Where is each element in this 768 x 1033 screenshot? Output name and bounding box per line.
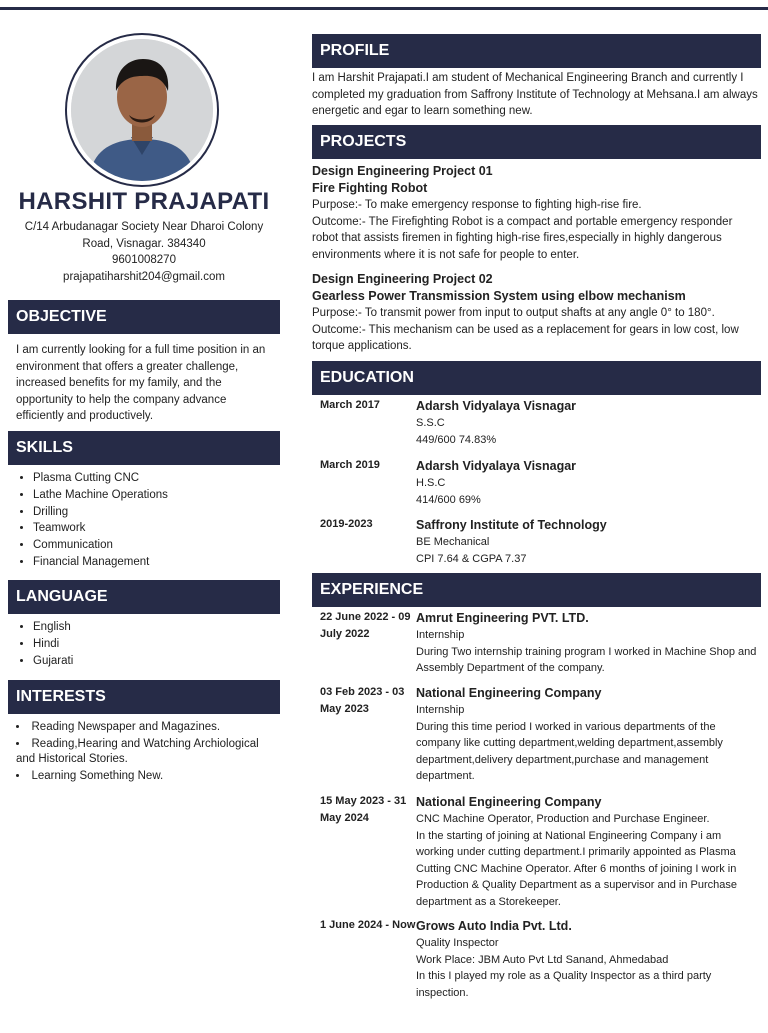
project-heading: Design Engineering Project 01 — [312, 164, 493, 178]
interests-list — [8, 720, 280, 784]
experience-date: 15 May 2023 - 31 May 2024 — [320, 795, 407, 824]
experience-company: National Engineering Company — [416, 795, 602, 809]
project-heading: Design Engineering Project 02 — [312, 272, 493, 286]
experience-heading: EXPERIENCE — [312, 573, 761, 607]
language-list — [8, 619, 280, 669]
address-line-2: Road, Visnagar. 384340 — [82, 237, 206, 250]
list-item: • Teamwork — [33, 520, 280, 537]
education-score: CPI 7.64 & CGPA 7.37 — [416, 552, 527, 565]
experience-role: Internship — [416, 629, 465, 641]
project-purpose: Purpose:- To make emergency response to fighting high-rise fire. — [312, 199, 642, 211]
list-item: • Learning Something New. — [16, 769, 280, 784]
profile-section — [312, 34, 761, 120]
list-item: • Reading,Hearing and Watching Archiological and Historical Stories. — [16, 737, 280, 767]
language-section — [8, 580, 280, 669]
project-name: Fire Fighting Robot — [312, 181, 428, 195]
list-item: • Plasma Cutting CNC — [33, 470, 280, 487]
project-outcome: Outcome:- The Firefighting Robot is a compact and portable emergency responder robot that assists firemen in fighting high-rise fires,especially in highly dangerous environments where it is not safe for people to enter. — [312, 215, 733, 261]
education-school: Saffrony Institute of Technology — [416, 518, 607, 532]
list-item: • Communication — [33, 537, 280, 554]
experience-role: Internship — [416, 704, 465, 716]
education-school: Adarsh Vidyalaya Visnagar — [416, 459, 577, 473]
education-heading: EDUCATION — [312, 361, 761, 395]
experience-description: During Two internship training program I worked in Machine Shop and Assembly Department of the company. — [416, 645, 757, 674]
project-outcome: Outcome:- This mechanism can be used as a replacement for gears in low cost, low torque applications. — [312, 323, 739, 352]
experience-role: CNC Machine Operator, Production and Purchase Engineer. — [416, 813, 710, 825]
experience-description: In the starting of joining at National Engineering Company i am working under cutting department.I primarily appointed as Plasma Cutting CNC Machine Operator. After 6 months of joining I work in Production & Quality Department as a supervisor and in Purchase department as a Storekeeper. — [416, 829, 737, 908]
list-item: • Lathe Machine Operations — [33, 487, 280, 504]
objective-section — [8, 300, 280, 425]
skills-heading: SKILLS — [8, 431, 280, 465]
experience-description: In this I played my role as a Quality Inspector as a third party inspection. — [416, 970, 712, 999]
projects-section — [312, 125, 761, 355]
education-date: March 2017 — [320, 399, 380, 411]
project-item — [312, 263, 761, 355]
education-section — [312, 361, 761, 571]
email-address: prajapatiharshit204@gmail.com — [63, 270, 225, 283]
education-date: March 2019 — [320, 459, 380, 471]
list-item: • English — [33, 619, 280, 636]
experience-role: Quality Inspector — [416, 937, 499, 949]
education-score: 414/600 69% — [416, 493, 481, 506]
experience-company: Amrut Engineering PVT. LTD. — [416, 611, 589, 625]
interests-section — [8, 680, 280, 784]
list-item: • Financial Management — [33, 554, 280, 571]
education-degree: H.S.C — [416, 477, 446, 489]
top-rule — [0, 7, 768, 10]
experience-date: 03 Feb 2023 - 03 May 2023 — [320, 686, 405, 715]
interests-heading: INTERESTS — [8, 680, 280, 714]
experience-workplace: Work Place: JBM Auto Pvt Ltd Sanand, Ahmedabad — [416, 953, 669, 966]
list-item: • Gujarati — [33, 653, 280, 670]
language-heading: LANGUAGE — [8, 580, 280, 614]
profile-photo — [71, 39, 213, 181]
education-degree: BE Mechanical — [416, 536, 490, 548]
phone-number: 9601008270 — [112, 254, 176, 266]
project-item — [312, 159, 761, 263]
skills-section — [8, 431, 280, 571]
list-item: • Hindi — [33, 636, 280, 653]
project-purpose: Purpose:- To transmit power from input to output shafts at any angle 0° to 180°. — [312, 307, 715, 319]
experience-section — [312, 573, 761, 1033]
candidate-name: HARSHIT PRAJAPATI — [18, 188, 270, 215]
experience-date: 22 June 2022 - 09 July 2022 — [320, 611, 411, 640]
person-portrait-icon — [71, 39, 213, 181]
education-degree: S.S.C — [416, 417, 445, 429]
experience-company: Grows Auto India Pvt. Ltd. — [416, 919, 572, 933]
education-score: 449/600 74.83% — [416, 433, 497, 446]
projects-heading: PROJECTS — [312, 125, 761, 159]
project-name: Gearless Power Transmission System using elbow mechanism — [312, 289, 686, 303]
skills-list — [8, 470, 280, 571]
list-item: • Drilling — [33, 504, 280, 521]
objective-text: I am currently looking for a full time position in an environment that offers a greater challenge, increased benefits for my family, and the opportunity to help the company advance efficiently and productively. — [16, 344, 266, 422]
profile-photo-frame — [65, 33, 219, 187]
address-line-1: C/14 Arbudanagar Society Near Dharoi Colony — [24, 221, 264, 233]
contact-block — [8, 219, 280, 285]
experience-date: 1 June 2024 - Now — [320, 919, 416, 931]
profile-text: I am Harshit Prajapati.I am student of Mechanical Engineering Branch and currently I completed my graduation from Saffrony Institute of Technology at Mehsana.I am always energetic and egar to learn something new. — [312, 72, 758, 117]
experience-description: During this time period I worked in various departments of the company like cutting department,welding department,assembly department,delivery department,purchase and management department. — [416, 720, 723, 782]
objective-heading: OBJECTIVE — [8, 300, 280, 334]
education-date: 2019-2023 — [320, 518, 373, 530]
experience-company: National Engineering Company — [416, 686, 602, 700]
profile-heading: PROFILE — [312, 34, 761, 68]
list-item: • Reading Newspaper and Magazines. — [16, 720, 280, 735]
education-school: Adarsh Vidyalaya Visnagar — [416, 399, 577, 413]
